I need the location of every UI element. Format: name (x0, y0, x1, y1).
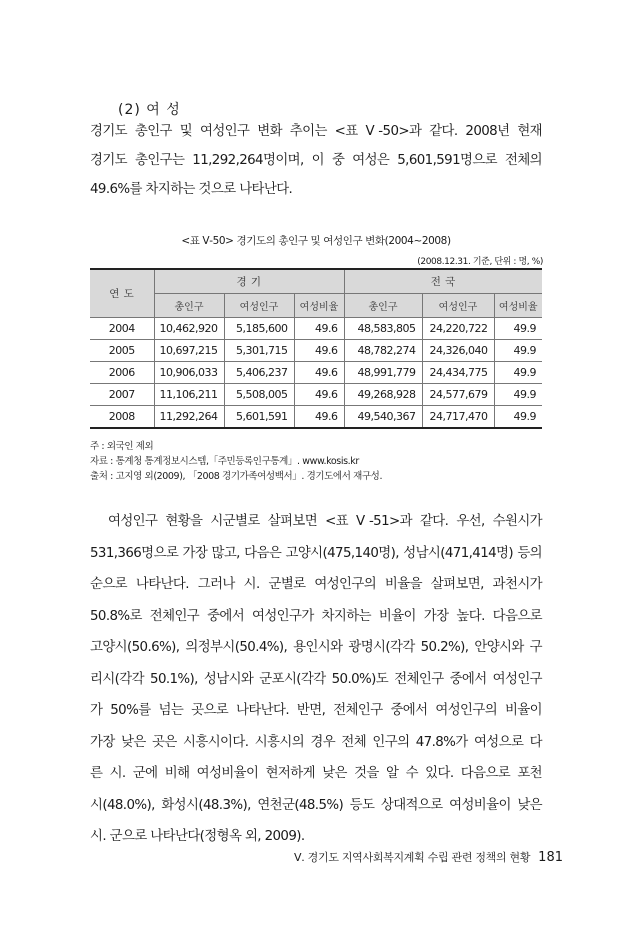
cell: 5,508,005 (224, 384, 294, 406)
col-header: 여성비율 (494, 294, 542, 318)
cell: 11,106,211 (154, 384, 224, 406)
cell: 2006 (90, 362, 154, 384)
cell: 49.9 (494, 340, 542, 362)
table-row (90, 340, 542, 362)
cell: 11,292,264 (154, 406, 224, 429)
cell: 24,717,470 (422, 406, 494, 429)
cell: 5,406,237 (224, 362, 294, 384)
cell: 49.9 (494, 318, 542, 340)
intro-line: 경기도 총인구는 11,292,264명이며, 이 중 여성은 5,601,591명으로 전체의 (90, 153, 542, 168)
note-line: 출처 : 고지영 외(2009), 「2008 경기가족여성백서」. 경기도에서 재구성. (90, 471, 383, 482)
col-header: 총인구 (154, 294, 224, 318)
cell: 5,185,600 (224, 318, 294, 340)
cell: 49.6 (294, 318, 344, 340)
body-line: 시(48.0%), 화성시(48.3%), 연천군(48.5%) 등도 상대적으로 여성비율이 낮은 (90, 797, 542, 813)
page-footer (294, 849, 563, 865)
body-line: 531,366명으로 가장 많고, 다음은 고양시(475,140명), 성남시(471,414명) 등의 (90, 545, 542, 561)
col-header: 여성인구 (422, 294, 494, 318)
body-line: 여성인구 현황을 시군별로 살펴보면 <표 Ⅴ-51>과 같다. 우선, 수원시가 (108, 514, 542, 529)
cell: 49.6 (294, 384, 344, 406)
cell: 10,462,920 (154, 318, 224, 340)
table-row (90, 406, 542, 429)
body-line: 시. 군으로 나타난다(정형옥 외, 2009). (90, 829, 305, 844)
body-line: 가장 낮은 곳은 시흥시이다. 시흥시의 경우 전체 인구의 47.8%가 여성으로 다 (90, 734, 542, 750)
col-header: 총인구 (344, 294, 422, 318)
year-header: 연 도 (90, 269, 154, 318)
body-line: 가 50%를 넘는 곳으로 나타난다. 반면, 전체인구 중에서 여성인구의 비율이 (90, 703, 542, 718)
table-row (90, 318, 542, 340)
cell: 24,326,040 (422, 340, 494, 362)
cell: 48,991,779 (344, 362, 422, 384)
cell: 2008 (90, 406, 154, 429)
body-line: 순으로 나타난다. 그러나 시. 군별로 여성인구의 비율을 살펴보면, 과천시가 (90, 577, 542, 592)
cell: 24,220,722 (422, 318, 494, 340)
cell: 49.9 (494, 406, 542, 429)
body-line: 고양시(50.6%), 의정부시(50.4%), 용인시와 광명시(각각 50.2%), 안양시와 구 (90, 640, 542, 655)
intro-line: 49.6%를 차지하는 것으로 나타난다. (90, 182, 293, 197)
section-heading: (2) 여 성 (118, 102, 181, 118)
cell: 49.9 (494, 384, 542, 406)
cell: 24,577,679 (422, 384, 494, 406)
table-caption: <표 Ⅴ-50> 경기도의 총인구 및 여성인구 변화(2004~2008) (181, 235, 451, 247)
cell: 2005 (90, 340, 154, 362)
population-table (90, 268, 542, 429)
note-line: 자료 : 통계청 통계정보시스템,「주민등록인구통계」. www.kosis.kr (90, 456, 359, 467)
body-line: 리시(각각 50.1%), 성남시와 군포시(각각 50.0%)도 전체인구 중에서 여성인구 (90, 671, 542, 687)
cell: 10,906,033 (154, 362, 224, 384)
cell: 49.6 (294, 406, 344, 429)
body-paragraph (90, 506, 542, 853)
cell: 5,301,715 (224, 340, 294, 362)
cell: 24,434,775 (422, 362, 494, 384)
cell: 48,583,805 (344, 318, 422, 340)
table-notes (90, 439, 382, 484)
body-line: 른 시. 군에 비해 여성비율이 현저하게 낮은 것을 알 수 있다. 다음으로 포천 (90, 766, 542, 781)
table-unit-note: (2008.12.31. 기준, 단위 : 명, %) (417, 257, 543, 267)
cell: 2004 (90, 318, 154, 340)
cell: 49,268,928 (344, 384, 422, 406)
page-number: 181 (538, 850, 563, 865)
cell: 49,540,367 (344, 406, 422, 429)
table-row (90, 362, 542, 384)
intro-line: 경기도 총인구 및 여성인구 변화 추이는 <표 Ⅴ-50>과 같다. 2008년 현재 (90, 124, 542, 139)
cell: 48,782,274 (344, 340, 422, 362)
intro-paragraph (90, 117, 542, 204)
cell: 5,601,591 (224, 406, 294, 429)
cell: 49.6 (294, 340, 344, 362)
cell: 49.9 (494, 362, 542, 384)
table-row (90, 384, 542, 406)
col-header: 여성비율 (294, 294, 344, 318)
note-line: 주 : 외국인 제외 (90, 441, 154, 452)
national-header: 전 국 (344, 269, 542, 294)
cell: 10,697,215 (154, 340, 224, 362)
table-group-header-row (90, 269, 542, 294)
cell: 49.6 (294, 362, 344, 384)
gyeonggi-header: 경 기 (154, 269, 344, 294)
body-line: 50.8%로 전체인구 중에서 여성인구가 차지하는 비율이 가장 높다. 다음으로 (90, 608, 542, 624)
chapter-title: Ⅴ. 경기도 지역사회복지계획 수립 관련 정책의 현황 (294, 851, 531, 864)
table-sub-header-row (90, 294, 542, 318)
col-header: 여성인구 (224, 294, 294, 318)
cell: 2007 (90, 384, 154, 406)
